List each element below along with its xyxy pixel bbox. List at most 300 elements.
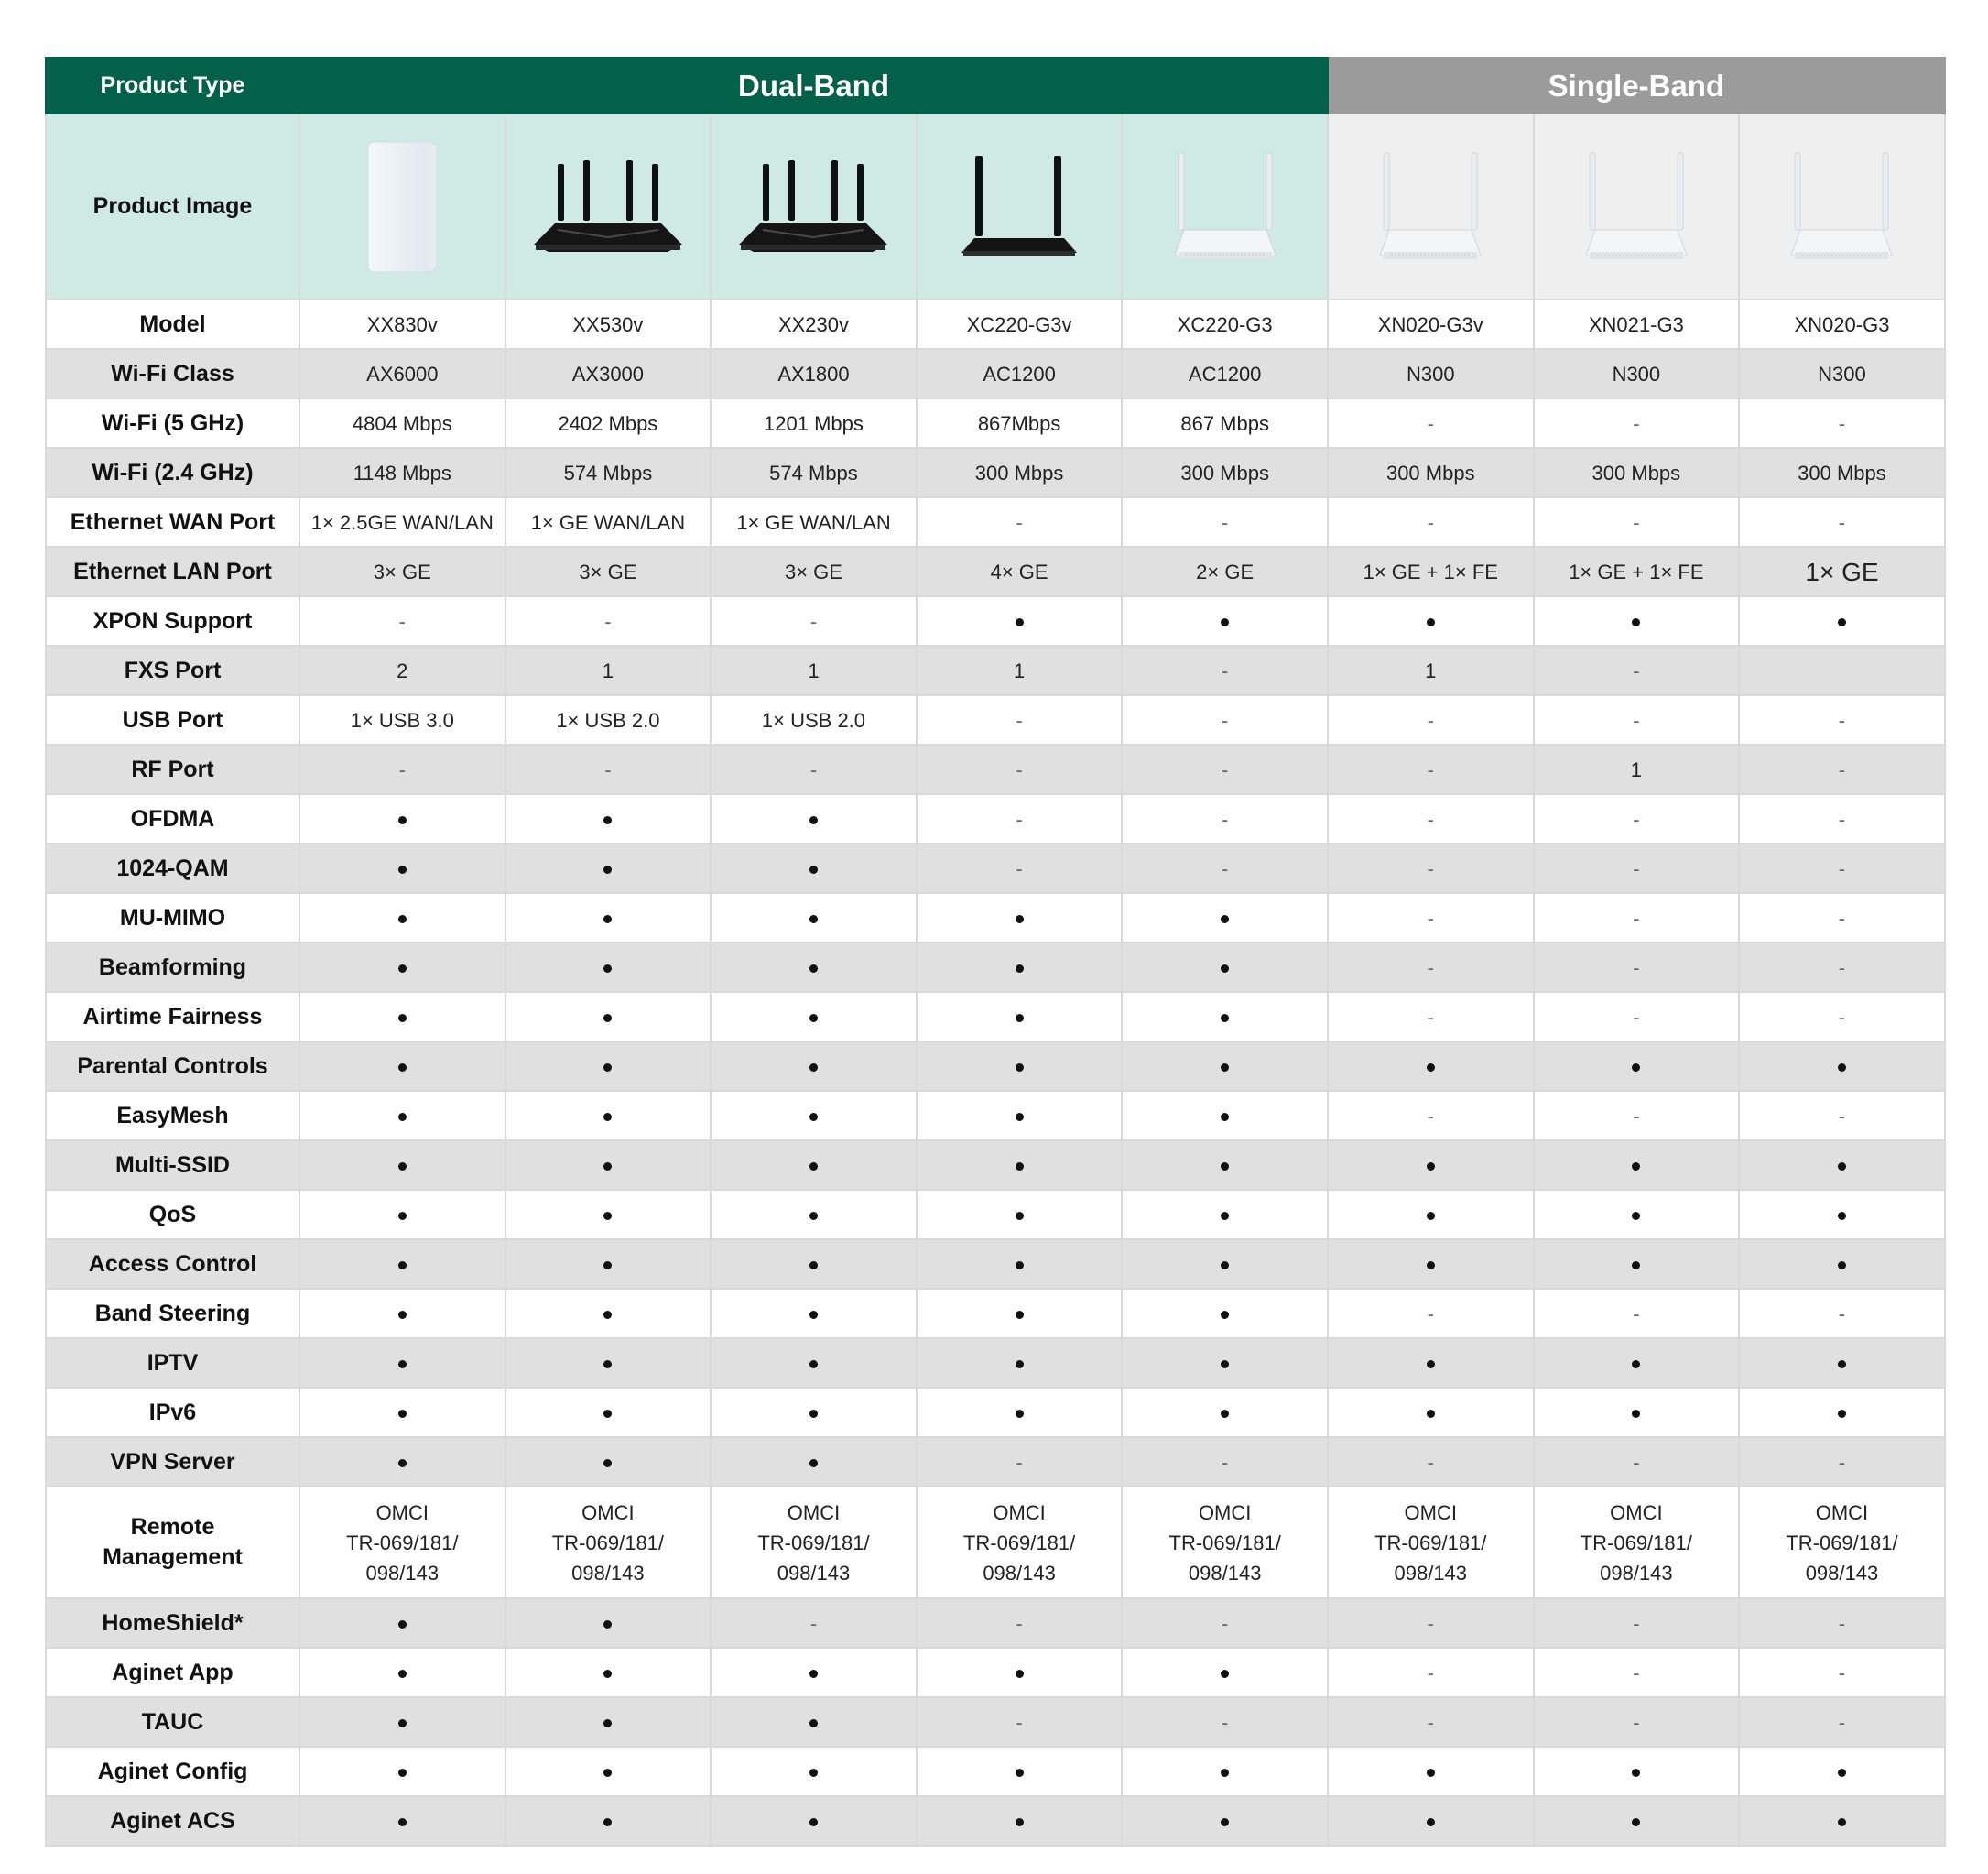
supported-dot-icon [1221, 1261, 1229, 1269]
table-cell: - [1739, 695, 1945, 745]
supported-dot-icon [603, 1212, 612, 1220]
table-cell: XN020-G3 [1739, 300, 1945, 349]
row-label: Model [46, 300, 299, 349]
supported-dot-cell [917, 1388, 1123, 1437]
supported-dot-cell [917, 1338, 1123, 1388]
supported-dot-icon [809, 1311, 818, 1319]
table-cell: - [1739, 893, 1945, 942]
supported-dot-icon [1838, 1261, 1846, 1269]
supported-dot-cell [299, 844, 505, 893]
supported-dot-cell [505, 1289, 712, 1338]
supported-dot-cell [1328, 1796, 1534, 1846]
supported-dot-cell [1739, 1796, 1945, 1846]
table-cell [1739, 646, 1945, 695]
table-cell: OMCI TR-069/181/ 098/143 [505, 1487, 712, 1598]
supported-dot-cell [299, 1338, 505, 1388]
table-cell: - [1328, 745, 1534, 794]
table-row [46, 844, 1945, 893]
supported-dot-cell [299, 942, 505, 992]
product-comparison-table [45, 57, 1946, 1847]
supported-dot-icon [603, 1261, 612, 1269]
row-label: FXS Port [46, 646, 299, 695]
supported-dot-cell [711, 1239, 917, 1289]
supported-dot-cell [505, 1091, 712, 1140]
supported-dot-icon [1632, 618, 1640, 626]
product-image-label: Product Image [46, 114, 299, 300]
table-row [46, 300, 1945, 349]
supported-dot-icon [398, 1670, 407, 1678]
supported-dot-icon [1016, 1063, 1024, 1072]
supported-dot-cell [917, 1041, 1123, 1091]
supported-dot-icon [1427, 618, 1435, 626]
supported-dot-cell [505, 942, 712, 992]
supported-dot-cell [505, 1437, 712, 1487]
table-cell: - [1739, 1598, 1945, 1648]
supported-dot-cell [1328, 1388, 1534, 1437]
supported-dot-cell [1739, 1239, 1945, 1289]
supported-dot-cell [299, 1041, 505, 1091]
supported-dot-icon [603, 964, 612, 973]
supported-dot-icon [398, 1818, 407, 1826]
supported-dot-icon [398, 1360, 407, 1368]
supported-dot-icon [1016, 1261, 1024, 1269]
table-cell: 4804 Mbps [299, 398, 505, 448]
supported-dot-cell [299, 1190, 505, 1239]
table-cell: - [1739, 1648, 1945, 1697]
table-cell: 2× GE [1122, 547, 1328, 596]
supported-dot-icon [398, 1063, 407, 1072]
supported-dot-cell [505, 844, 712, 893]
row-label: Aginet ACS [46, 1796, 299, 1846]
supported-dot-icon [1016, 915, 1024, 923]
supported-dot-icon [398, 1410, 407, 1418]
table-cell: AX3000 [505, 349, 712, 398]
supported-dot-cell [711, 1747, 917, 1796]
row-label: VPN Server [46, 1437, 299, 1487]
table-cell: 3× GE [299, 547, 505, 596]
table-cell: - [1534, 497, 1740, 547]
table-row [46, 942, 1945, 992]
table-cell: - [1328, 893, 1534, 942]
supported-dot-icon [603, 1014, 612, 1022]
supported-dot-icon [1221, 1014, 1229, 1022]
row-label: IPv6 [46, 1388, 299, 1437]
supported-dot-cell [1534, 1140, 1740, 1190]
row-label: IPTV [46, 1338, 299, 1388]
row-label: OFDMA [46, 794, 299, 844]
table-cell: - [1122, 844, 1328, 893]
table-cell: - [1534, 646, 1740, 695]
table-cell: - [1534, 1648, 1740, 1697]
table-row [46, 1388, 1945, 1437]
supported-dot-icon [1016, 1769, 1024, 1777]
supported-dot-icon [1016, 618, 1024, 626]
supported-dot-icon [1221, 915, 1229, 923]
supported-dot-cell [1328, 1338, 1534, 1388]
supported-dot-cell [299, 1697, 505, 1747]
supported-dot-cell [299, 1289, 505, 1338]
supported-dot-cell [505, 1388, 712, 1437]
table-cell: 867 Mbps [1122, 398, 1328, 448]
supported-dot-icon [809, 1670, 818, 1678]
table-cell: - [1739, 794, 1945, 844]
supported-dot-cell [299, 1747, 505, 1796]
product-image-4 [1122, 114, 1328, 300]
table-cell: 2402 Mbps [505, 398, 712, 448]
supported-dot-cell [299, 992, 505, 1041]
table-cell: - [1534, 844, 1740, 893]
supported-dot-icon [1427, 1769, 1435, 1777]
supported-dot-icon [398, 1311, 407, 1319]
supported-dot-icon [603, 1719, 612, 1727]
supported-dot-cell [1534, 1041, 1740, 1091]
supported-dot-cell [505, 992, 712, 1041]
table-cell: 2 [299, 646, 505, 695]
table-cell: 300 Mbps [1534, 448, 1740, 497]
product-image-2 [711, 114, 917, 300]
white-two-antenna-router-image [1166, 147, 1285, 267]
row-label: Airtime Fairness [46, 992, 299, 1041]
supported-dot-cell [711, 1648, 917, 1697]
table-row [46, 398, 1945, 448]
supported-dot-cell [711, 1388, 917, 1437]
table-cell: - [1534, 893, 1740, 942]
supported-dot-icon [603, 1670, 612, 1678]
table-cell: OMCI TR-069/181/ 098/143 [917, 1487, 1123, 1598]
supported-dot-cell [1122, 893, 1328, 942]
table-cell: - [1122, 794, 1328, 844]
table-row [46, 497, 1945, 547]
table-row [46, 448, 1945, 497]
table-row [46, 1338, 1945, 1388]
table-row [46, 1796, 1945, 1846]
supported-dot-cell [1122, 1289, 1328, 1338]
table-cell: - [1534, 794, 1740, 844]
supported-dot-cell [711, 992, 917, 1041]
single-band-header: Single-Band [1328, 58, 1945, 114]
table-cell: - [1328, 1697, 1534, 1747]
supported-dot-cell [1122, 1239, 1328, 1289]
supported-dot-cell [917, 1796, 1123, 1846]
supported-dot-icon [1221, 1769, 1229, 1777]
supported-dot-cell [299, 1091, 505, 1140]
table-cell: - [505, 745, 712, 794]
table-cell: - [1328, 1598, 1534, 1648]
supported-dot-cell [1328, 1239, 1534, 1289]
table-cell: - [299, 596, 505, 646]
table-cell: 574 Mbps [505, 448, 712, 497]
supported-dot-icon [603, 1620, 612, 1629]
row-label: Remote Management [46, 1487, 299, 1598]
table-cell: - [299, 745, 505, 794]
supported-dot-cell [505, 1598, 712, 1648]
table-cell: - [1328, 497, 1534, 547]
supported-dot-cell [299, 1437, 505, 1487]
supported-dot-icon [809, 1769, 818, 1777]
supported-dot-cell [1534, 1338, 1740, 1388]
supported-dot-icon [809, 1818, 818, 1826]
row-label: MU-MIMO [46, 893, 299, 942]
table-row [46, 1289, 1945, 1338]
table-cell: AX1800 [711, 349, 917, 398]
row-label: Wi-Fi (5 GHz) [46, 398, 299, 448]
row-label: Beamforming [46, 942, 299, 992]
supported-dot-cell [711, 942, 917, 992]
black-two-antenna-router-image [951, 152, 1088, 262]
table-row [46, 1190, 1945, 1239]
supported-dot-icon [809, 816, 818, 824]
supported-dot-icon [603, 1410, 612, 1418]
supported-dot-icon [1016, 1212, 1024, 1220]
table-cell: - [917, 844, 1123, 893]
product-image-3 [917, 114, 1123, 300]
table-cell: AX6000 [299, 349, 505, 398]
product-image-5 [1328, 114, 1534, 300]
supported-dot-cell [711, 1338, 917, 1388]
supported-dot-cell [1534, 1796, 1740, 1846]
supported-dot-icon [1427, 1063, 1435, 1072]
table-cell: XN021-G3 [1534, 300, 1740, 349]
table-cell: - [1328, 398, 1534, 448]
supported-dot-cell [711, 893, 917, 942]
spec-rows [46, 300, 1945, 1846]
supported-dot-cell [299, 1598, 505, 1648]
supported-dot-icon [1632, 1818, 1640, 1826]
supported-dot-cell [505, 1190, 712, 1239]
supported-dot-cell [711, 1091, 917, 1140]
supported-dot-icon [603, 1311, 612, 1319]
product-type-label: Product Type [46, 58, 299, 114]
table-cell: - [1739, 1437, 1945, 1487]
supported-dot-icon [1221, 1212, 1229, 1220]
supported-dot-icon [398, 1261, 407, 1269]
supported-dot-cell [1534, 1747, 1740, 1796]
supported-dot-icon [398, 866, 407, 874]
table-cell: - [1328, 1289, 1534, 1338]
supported-dot-icon [1016, 1014, 1024, 1022]
supported-dot-cell [505, 1140, 712, 1190]
supported-dot-icon [809, 1719, 818, 1727]
supported-dot-cell [1534, 596, 1740, 646]
supported-dot-cell [1122, 1648, 1328, 1697]
supported-dot-icon [1838, 1212, 1846, 1220]
table-row [46, 1091, 1945, 1140]
supported-dot-cell [917, 893, 1123, 942]
table-cell: 1 [711, 646, 917, 695]
table-cell: - [1122, 1598, 1328, 1648]
supported-dot-cell [505, 794, 712, 844]
supported-dot-cell [917, 1190, 1123, 1239]
supported-dot-icon [603, 915, 612, 923]
row-label: Access Control [46, 1239, 299, 1289]
supported-dot-cell [917, 1648, 1123, 1697]
supported-dot-icon [809, 1162, 818, 1171]
supported-dot-icon [1838, 1818, 1846, 1826]
supported-dot-cell [505, 1041, 712, 1091]
table-cell: - [1739, 398, 1945, 448]
supported-dot-icon [1632, 1063, 1640, 1072]
table-cell: 1× GE WAN/LAN [711, 497, 917, 547]
table-cell: 1 [1534, 745, 1740, 794]
row-label: USB Port [46, 695, 299, 745]
supported-dot-icon [1838, 1162, 1846, 1171]
table-cell: - [1739, 1091, 1945, 1140]
supported-dot-icon [1221, 1063, 1229, 1072]
table-cell: 3× GE [505, 547, 712, 596]
table-cell: - [1328, 1091, 1534, 1140]
table-cell: 1148 Mbps [299, 448, 505, 497]
table-cell: 300 Mbps [1122, 448, 1328, 497]
row-label: Wi-Fi (2.4 GHz) [46, 448, 299, 497]
table-row [46, 1697, 1945, 1747]
table-cell: - [1328, 1648, 1534, 1697]
supported-dot-cell [711, 1289, 917, 1338]
supported-dot-cell [1328, 1140, 1534, 1190]
supported-dot-icon [603, 1360, 612, 1368]
supported-dot-cell [711, 794, 917, 844]
table-row [46, 745, 1945, 794]
supported-dot-icon [1221, 1360, 1229, 1368]
supported-dot-cell [1122, 1140, 1328, 1190]
supported-dot-icon [1016, 1162, 1024, 1171]
table-cell: OMCI TR-069/181/ 098/143 [1328, 1487, 1534, 1598]
supported-dot-cell [299, 794, 505, 844]
supported-dot-cell [1739, 596, 1945, 646]
table-cell: - [1534, 992, 1740, 1041]
supported-dot-icon [1427, 1410, 1435, 1418]
table-row [46, 547, 1945, 596]
table-row [46, 695, 1945, 745]
product-image-0 [299, 114, 505, 300]
supported-dot-icon [603, 1113, 612, 1121]
table-row [46, 646, 1945, 695]
supported-dot-cell [505, 1747, 712, 1796]
table-cell: AC1200 [1122, 349, 1328, 398]
supported-dot-icon [1427, 1818, 1435, 1826]
table-cell: XX830v [299, 300, 505, 349]
supported-dot-icon [603, 1459, 612, 1467]
supported-dot-cell [711, 1041, 917, 1091]
white-tower-router-image [352, 138, 452, 276]
supported-dot-icon [398, 1014, 407, 1022]
supported-dot-cell [711, 1437, 917, 1487]
black-four-antenna-router-image [530, 157, 686, 257]
table-row [46, 1041, 1945, 1091]
row-label: XPON Support [46, 596, 299, 646]
table-cell: - [711, 745, 917, 794]
white-two-antenna-router-image [1577, 147, 1696, 267]
product-type-header-row [46, 58, 1945, 114]
table-row [46, 893, 1945, 942]
table-cell: - [1122, 745, 1328, 794]
supported-dot-cell [1122, 992, 1328, 1041]
table-row [46, 1487, 1945, 1598]
table-cell: 1 [917, 646, 1123, 695]
supported-dot-cell [917, 1747, 1123, 1796]
supported-dot-icon [398, 1162, 407, 1171]
table-cell: - [1122, 1697, 1328, 1747]
table-cell: 1× USB 3.0 [299, 695, 505, 745]
supported-dot-cell [505, 1796, 712, 1846]
table-cell: - [1328, 794, 1534, 844]
supported-dot-icon [809, 915, 818, 923]
supported-dot-icon [1221, 1113, 1229, 1121]
supported-dot-icon [398, 1620, 407, 1629]
supported-dot-icon [1016, 1818, 1024, 1826]
supported-dot-cell [917, 1140, 1123, 1190]
supported-dot-icon [1838, 1769, 1846, 1777]
supported-dot-cell [505, 1648, 712, 1697]
supported-dot-cell [1122, 942, 1328, 992]
table-cell: 1× GE WAN/LAN [505, 497, 712, 547]
product-image-6 [1534, 114, 1740, 300]
supported-dot-icon [809, 866, 818, 874]
row-label: Band Steering [46, 1289, 299, 1338]
supported-dot-icon [1221, 1670, 1229, 1678]
supported-dot-icon [1632, 1162, 1640, 1171]
table-cell: OMCI TR-069/181/ 098/143 [1122, 1487, 1328, 1598]
supported-dot-icon [809, 1212, 818, 1220]
table-cell: - [917, 695, 1123, 745]
supported-dot-cell [299, 1239, 505, 1289]
table-cell: - [1122, 646, 1328, 695]
supported-dot-cell [1122, 1796, 1328, 1846]
supported-dot-icon [1427, 1162, 1435, 1171]
row-label: Wi-Fi Class [46, 349, 299, 398]
table-cell: OMCI TR-069/181/ 098/143 [1534, 1487, 1740, 1598]
supported-dot-cell [917, 1091, 1123, 1140]
supported-dot-icon [809, 964, 818, 973]
supported-dot-icon [398, 816, 407, 824]
supported-dot-cell [505, 1239, 712, 1289]
table-cell: XN020-G3v [1328, 300, 1534, 349]
row-label: Multi-SSID [46, 1140, 299, 1190]
table-cell: 867Mbps [917, 398, 1123, 448]
row-label: RF Port [46, 745, 299, 794]
supported-dot-icon [398, 1212, 407, 1220]
supported-dot-cell [1328, 1190, 1534, 1239]
table-cell: 1201 Mbps [711, 398, 917, 448]
supported-dot-cell [711, 1190, 917, 1239]
supported-dot-icon [1221, 1410, 1229, 1418]
table-cell: - [1739, 942, 1945, 992]
table-row [46, 596, 1945, 646]
table-cell: - [1739, 497, 1945, 547]
supported-dot-cell [917, 1289, 1123, 1338]
supported-dot-icon [1221, 618, 1229, 626]
row-label: 1024-QAM [46, 844, 299, 893]
supported-dot-icon [809, 1459, 818, 1467]
supported-dot-icon [1632, 1212, 1640, 1220]
table-row [46, 1239, 1945, 1289]
supported-dot-cell [1739, 1190, 1945, 1239]
supported-dot-icon [603, 816, 612, 824]
table-row [46, 992, 1945, 1041]
supported-dot-cell [1328, 1041, 1534, 1091]
supported-dot-icon [1221, 1311, 1229, 1319]
table-cell: - [1739, 1697, 1945, 1747]
supported-dot-cell [1534, 1388, 1740, 1437]
supported-dot-icon [1838, 1410, 1846, 1418]
table-row [46, 1437, 1945, 1487]
supported-dot-cell [1739, 1140, 1945, 1190]
supported-dot-icon [1221, 964, 1229, 973]
table-cell: XC220-G3 [1122, 300, 1328, 349]
table-cell: - [1534, 1289, 1740, 1338]
supported-dot-cell [299, 1388, 505, 1437]
supported-dot-cell [1534, 1239, 1740, 1289]
row-label: TAUC [46, 1697, 299, 1747]
